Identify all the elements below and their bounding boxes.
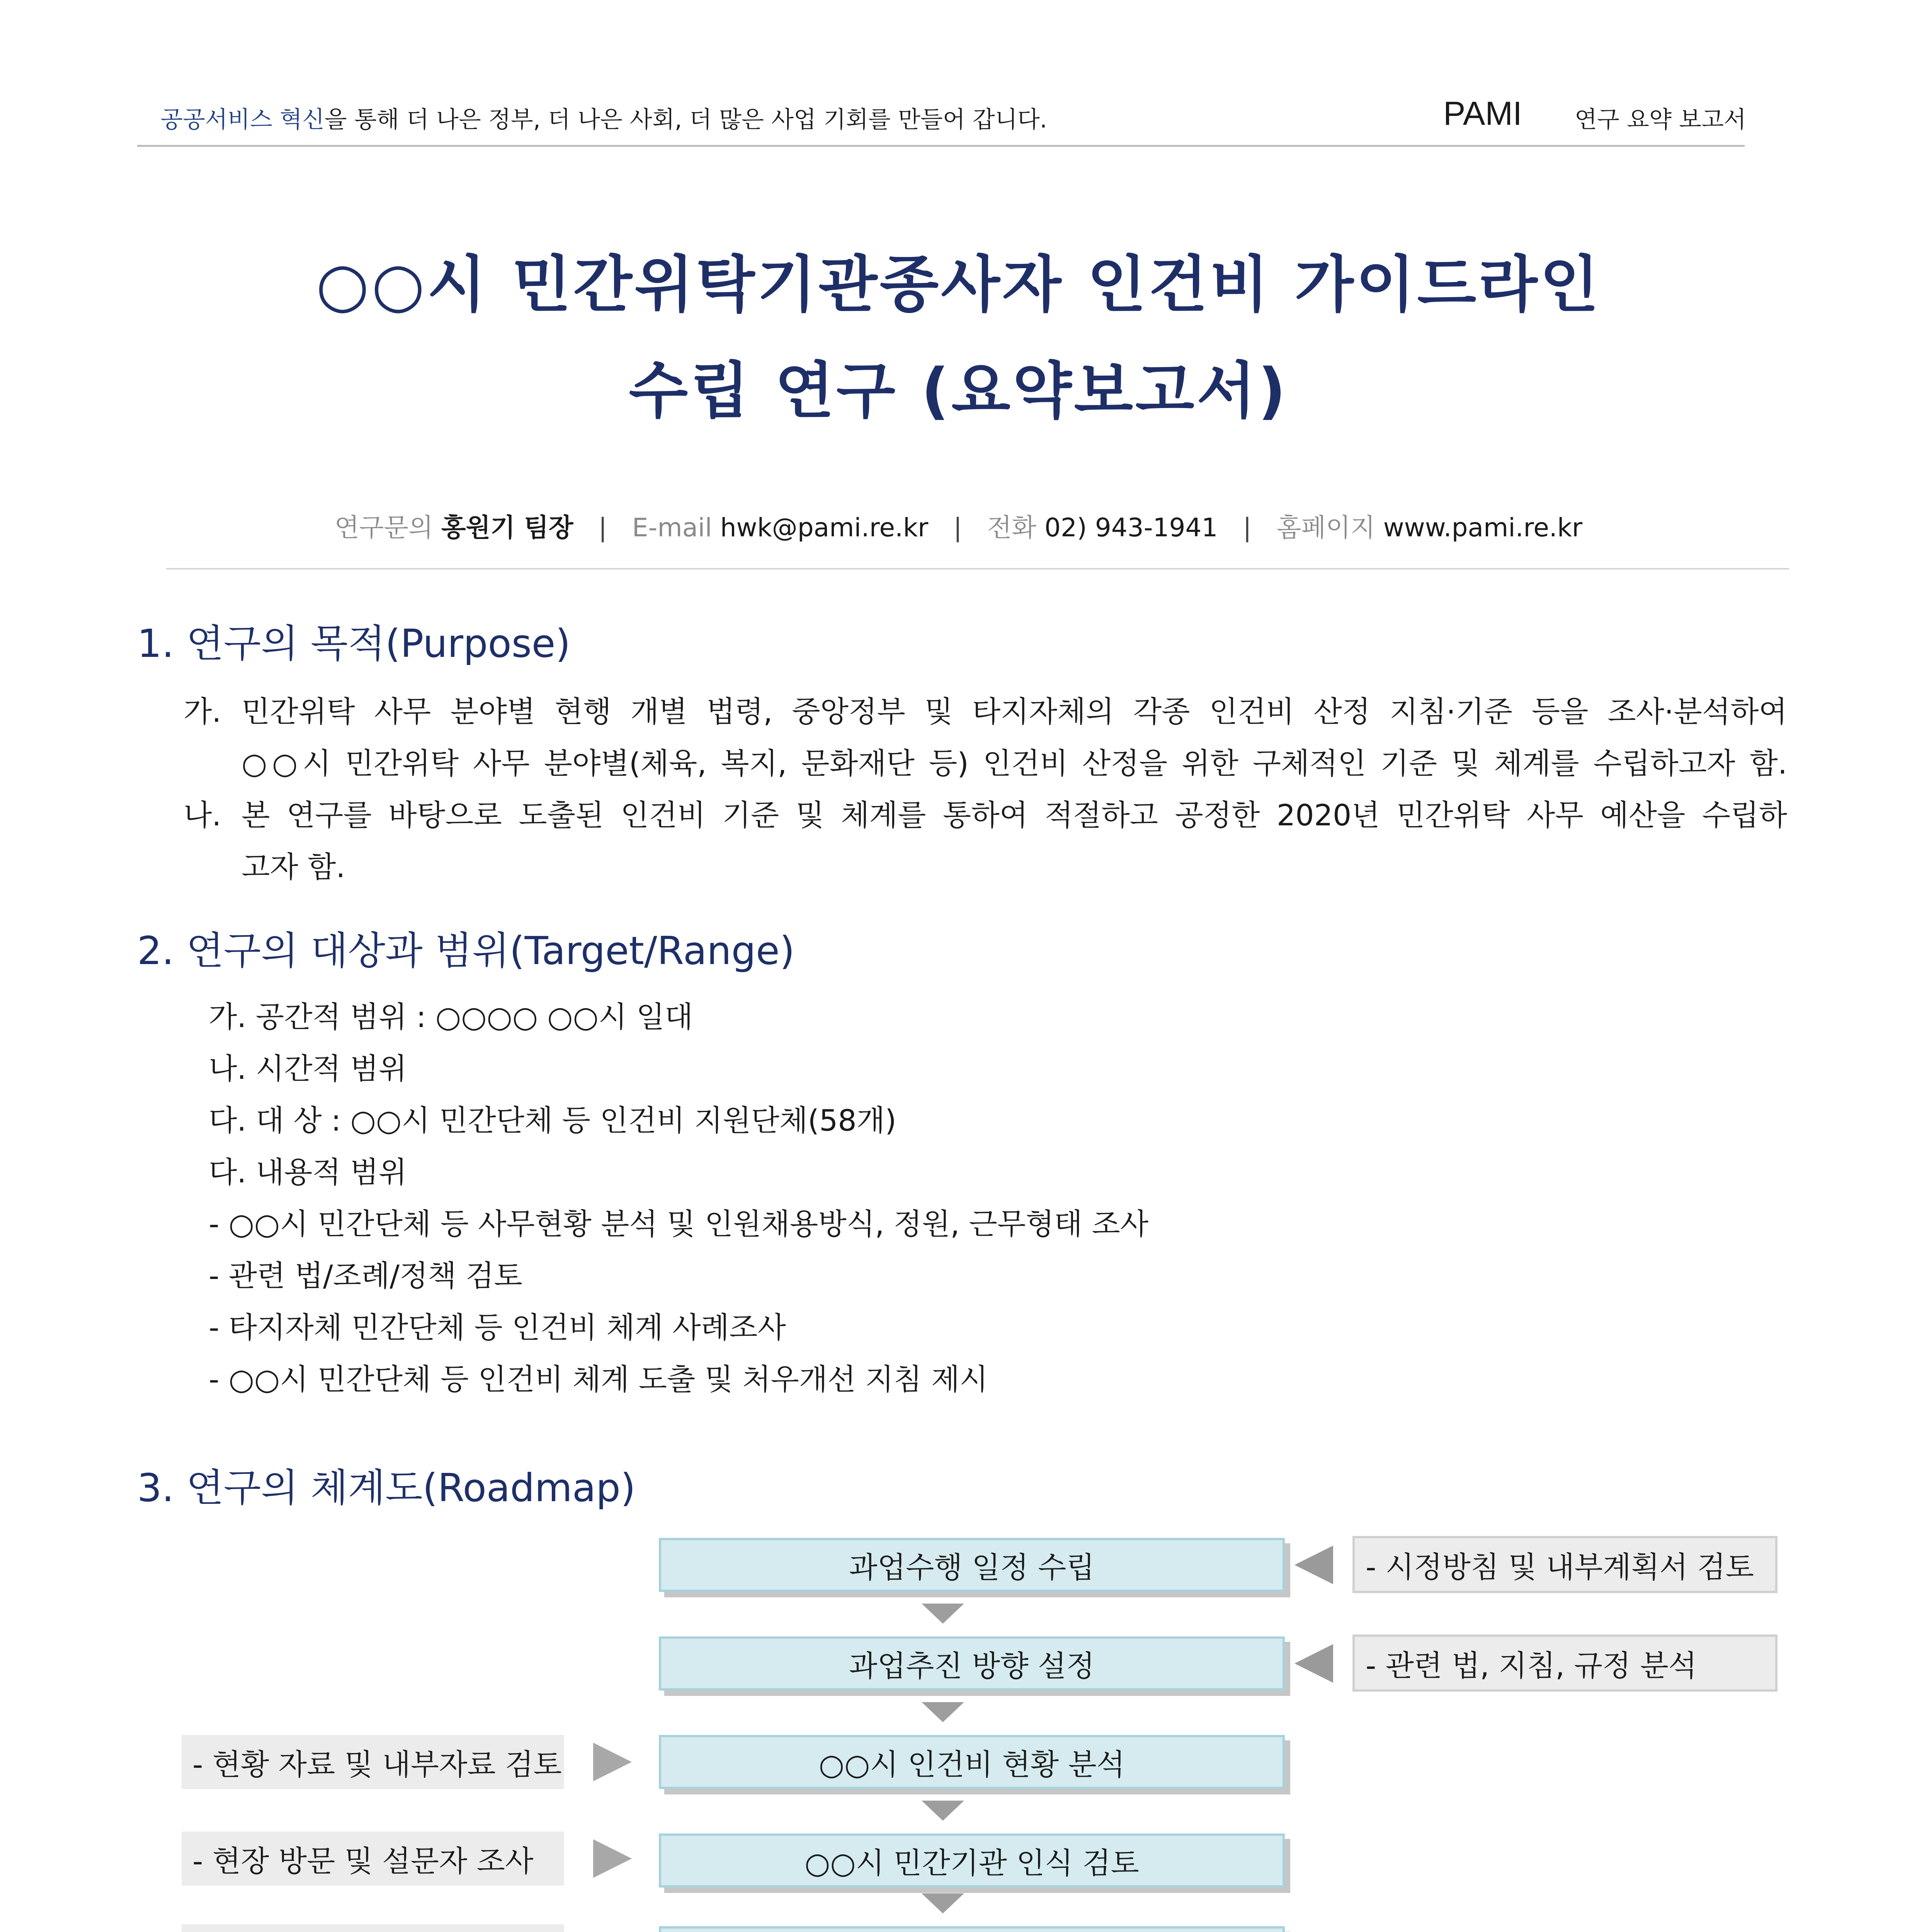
contact-line [0, 507, 1917, 544]
roadmap-right-input: - 시정방침 및 내부계획서 검토 [1352, 1536, 1778, 1593]
header-slogan [160, 101, 1047, 134]
flow-arrow-down-icon [922, 1893, 964, 1913]
section1-body [184, 686, 1787, 893]
contact-email-label: E-mail [632, 513, 712, 543]
input-arrow-left-icon [1294, 1546, 1333, 1584]
contact-separator: | [1243, 513, 1252, 543]
input-arrow-left-icon [1294, 1644, 1333, 1683]
header-brand: PAMI [1443, 95, 1522, 132]
section2-bullet: - 관련 법/조례/정책 검토 [209, 1259, 522, 1293]
roadmap-left-input [182, 1924, 564, 1932]
header-slogan-text: 을 통해 더 나은 정부, 더 나은 사회, 더 많은 사업 기회를 만들어 갑니다. [324, 106, 1047, 133]
contact-inquiry-label: 연구문의 [334, 513, 433, 543]
contact-homepage-value[interactable]: www.pami.re.kr [1383, 513, 1583, 543]
input-arrow-right-icon [593, 1839, 632, 1878]
contact-separator: | [953, 513, 962, 543]
header-divider [137, 145, 1745, 147]
section2-item: 가. 공간적 범위 : ○○○○ ○○시 일대 [209, 1000, 693, 1034]
section1-heading: 1. 연구의 목적(Purpose) [137, 621, 571, 666]
header-slogan-highlight: 공공서비스 혁신 [160, 106, 325, 133]
section2-item: 나. 시간적 범위 [209, 1051, 407, 1086]
contact-homepage-label: 홈페이지 [1276, 513, 1375, 543]
roadmap-right-input: - 관련 법, 지침, 규정 분석 [1352, 1634, 1778, 1692]
section2-item: 다. 대 상 : ○○시 민간단체 등 인건비 지원단체(58개) [209, 1103, 896, 1138]
page-title-line1: ○○시 민간위탁기관종사자 인건비 가이드라인 [316, 249, 1601, 320]
section1-item-b-marker: 나. [184, 798, 221, 832]
roadmap-step: ○○시 인건비 현황 분석 [659, 1735, 1285, 1789]
section1-item-a-cont [184, 738, 1787, 789]
section3-heading: 3. 연구의 체계도(Roadmap) [137, 1465, 636, 1510]
section1-item-b-line2: 고자 함. [242, 850, 345, 884]
section2-item: 다. 내용적 범위 [209, 1155, 407, 1189]
section1-item-a-marker: 가. [184, 694, 221, 729]
roadmap-step: 과업수행 일정 수립 [659, 1538, 1285, 1592]
contact-divider [166, 568, 1789, 570]
section2-bullet: - ○○시 민간단체 등 인건비 체계 도출 및 처우개선 지침 제시 [209, 1362, 988, 1396]
section2-bullet: - ○○시 민간단체 등 사무현황 분석 및 인원채용방식, 정원, 근무형태 조사 [209, 1207, 1149, 1241]
input-arrow-right-icon [593, 1743, 632, 1781]
section1-item-a-line1: 민간위탁 사무 분야별 현행 개별 법령, 중앙정부 및 타지자체의 각종 인건비 산정 지침·기준 등을 조사·분석하여 [242, 694, 1787, 729]
page-title-line2: 수립 연구 (요약보고서) [629, 355, 1288, 427]
flow-arrow-down-icon [922, 1702, 964, 1722]
section2-bullet: - 타지자체 민간단체 등 인건비 체계 사례조사 [209, 1310, 786, 1345]
indent-spacer [184, 841, 242, 893]
roadmap-left-input: - 현장 방문 및 설문자 조사 [182, 1832, 564, 1886]
section1-item-b-cont [184, 841, 1787, 893]
section1-item-b [184, 789, 1787, 841]
section1-item-b-line1: 본 연구를 바탕으로 도출된 인건비 기준 및 체계를 통하여 적절하고 공정한 2020년 민간위탁 사무 예산을 수립하 [242, 798, 1787, 832]
roadmap-step [659, 1926, 1285, 1932]
section2-heading: 2. 연구의 대상과 범위(Target/Range) [137, 928, 795, 973]
roadmap-left-input: - 현황 자료 및 내부자료 검토 [182, 1735, 564, 1789]
section2-list [209, 991, 1148, 1405]
contact-inquiry-value: 홍원기 팀장 [441, 513, 573, 543]
header-doc-type: 연구 요약 보고서 [1575, 106, 1746, 133]
section1-item-a [184, 686, 1787, 738]
roadmap-step: 과업추진 방향 설정 [659, 1636, 1285, 1690]
flow-arrow-down-icon [922, 1604, 964, 1624]
contact-phone-value: 02) 943-1941 [1044, 513, 1218, 543]
indent-spacer [184, 738, 242, 789]
contact-email-value[interactable]: hwk@pami.re.kr [720, 513, 929, 543]
contact-phone-label: 전화 [987, 513, 1037, 543]
roadmap-step: ○○시 민간기관 인식 검토 [659, 1833, 1285, 1888]
contact-separator: | [598, 513, 607, 543]
flow-arrow-down-icon [922, 1801, 964, 1821]
section1-item-a-line2: ○○시 민간위탁 사무 분야별(체육, 복지, 문화재단 등) 인건비 산정을 위한 구체적인 기준 및 체계를 수립하고자 함. [242, 746, 1787, 781]
